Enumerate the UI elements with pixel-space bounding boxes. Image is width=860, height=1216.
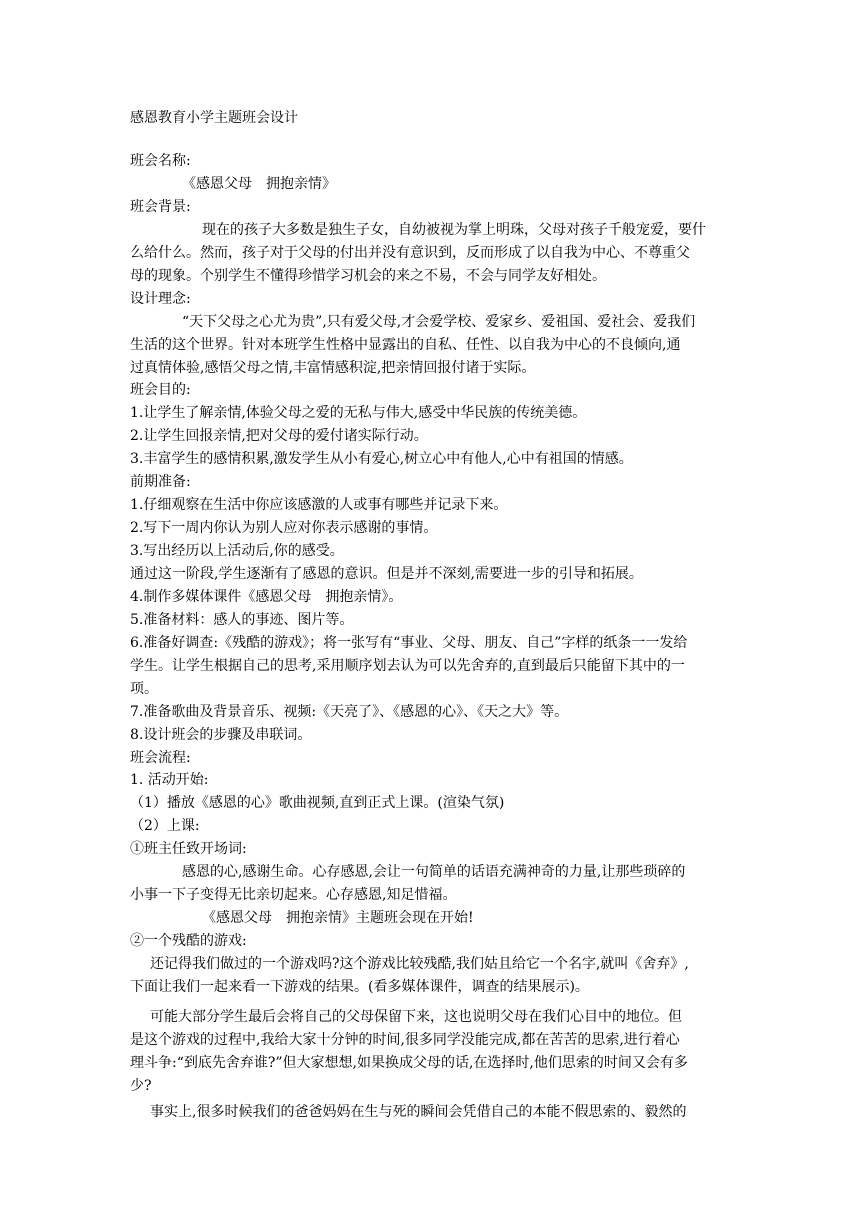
concept-line: “天下父母之心尤为贵”,只有爱父母,才会爱学校、爱家乡、爱祖国、爱社会、爱我们 bbox=[182, 314, 696, 330]
flow-substep: （1）播放《感恩的心》歌曲视频,直到正式上课。(渲染气氛) bbox=[130, 795, 505, 811]
background-line: 现在的孩子大多数是独生子女，自幼被视为掌上明珠，父母对孩子千般宠爱，要什 bbox=[202, 222, 706, 238]
prep-item: 1.仔细观察在生活中你应该感激的人或事有哪些并记录下来。 bbox=[130, 497, 508, 513]
prep-item: 6.准备好调查:《残酷的游戏》；将一张写有“事业、父母、朋友、自己”字样的纸条一一发给 bbox=[130, 635, 688, 651]
flow-heading: 班会流程: bbox=[130, 750, 191, 766]
name-value: 《感恩父母 拥抱亲情》 bbox=[182, 176, 336, 192]
concept-line: 生活的这个世界。针对本班学生性格中显露出的自私、任性、以自我为中心的不良倾向,通 bbox=[130, 337, 681, 353]
paragraph-line: 理斗争:“到底先舍弃谁?”但大家想想,如果换成父母的话,在选择时,他们思索的时间又会有多 bbox=[130, 1055, 688, 1071]
prep-item: 5.准备材料：感人的事迹、图片等。 bbox=[130, 612, 354, 628]
flow-step: 1. 活动开始: bbox=[130, 772, 209, 788]
prep-item: 7.准备歌曲及背景音乐、视频:《天亮了》、《感恩的心》、《天之大》等。 bbox=[130, 704, 569, 720]
prep-item: 学生。让学生根据自己的思考,采用顺序划去认为可以先舍弃的,直到最后只能留下其中的一 bbox=[130, 658, 685, 674]
name-heading: 班会名称: bbox=[130, 153, 191, 169]
prep-item: 项。 bbox=[130, 681, 158, 697]
step1-close: 《感恩父母 拥抱亲情》主题班会现在开始! bbox=[202, 910, 474, 926]
step2-heading: ②一个残酷的游戏: bbox=[130, 933, 247, 949]
goal-item: 3.丰富学生的感情积累,激发学生从小有爱心,树立心中有他人,心中有祖国的情感。 bbox=[130, 451, 633, 467]
prep-item: 通过这一阶段,学生逐渐有了感恩的意识。但是并不深刻,需要进一步的引导和拓展。 bbox=[130, 566, 643, 582]
prep-item: 2.写下一周内你认为别人应对你表示感谢的事情。 bbox=[130, 520, 438, 536]
background-line: 母的现象。个别学生不懂得珍惜学习机会的来之不易，不会与同学友好相处。 bbox=[130, 268, 606, 284]
step1-line: 感恩的心,感谢生命。心存感恩,会让一句简单的话语充满神奇的力量,让那些琐碎的 bbox=[182, 864, 686, 880]
document-title: 感恩教育小学主题班会设计 bbox=[130, 110, 298, 126]
paragraph-line: 还记得我们做过的一个游戏吗?这个游戏比较残酷,我们姑且给它一个名字,就叫《舍弃》, bbox=[150, 956, 689, 972]
goal-item: 1.让学生了解亲情,体验父母之爱的无私与伟大,感受中华民族的传统美德。 bbox=[130, 405, 587, 421]
background-heading: 班会背景: bbox=[130, 199, 191, 215]
goal-item: 2.让学生回报亲情,把对父母的爱付诸实际行动。 bbox=[130, 428, 428, 444]
prep-item: 4.制作多媒体课件《感恩父母 拥抱亲情》。 bbox=[130, 589, 403, 605]
concept-line: 过真情体验,感悟父母之情,丰富情感积淀,把亲情回报付诸于实际。 bbox=[130, 360, 536, 376]
prep-item: 3.写出经历以上活动后,你的感受。 bbox=[130, 543, 344, 559]
flow-substep: （2）上课: bbox=[130, 818, 200, 834]
goal-heading: 班会目的: bbox=[130, 382, 191, 398]
paragraph-line: 是这个游戏的过程中,我给大家十分钟的时间,很多同学没能完成,都在苦苦的思索,进行着心 bbox=[130, 1032, 680, 1048]
prep-item: 8.设计班会的步骤及串联词。 bbox=[130, 727, 312, 743]
paragraph-line: 事实上,很多时候我们的爸爸妈妈在生与死的瞬间会凭借自己的本能不假思索的、毅然的 bbox=[150, 1104, 687, 1120]
paragraph-line: 下面让我们一起来看一下游戏的结果。(看多媒体课件，调查的结果展示)。 bbox=[130, 979, 589, 995]
background-line: 么给什么。然而，孩子对于父母的付出并没有意识到，反而形成了以自我为中心、不尊重父 bbox=[130, 245, 690, 261]
concept-heading: 设计理念: bbox=[130, 291, 191, 307]
step1-heading: ①班主任致开场词: bbox=[130, 841, 247, 857]
paragraph-line: 可能大部分学生最后会将自己的父母保留下来，这也说明父母在我们心目中的地位。但 bbox=[150, 1009, 682, 1025]
paragraph-line: 少? bbox=[130, 1078, 152, 1094]
prep-heading: 前期准备: bbox=[130, 474, 191, 490]
step1-line: 小事一下子变得无比亲切起来。心存感恩,知足惜福。 bbox=[130, 887, 457, 903]
